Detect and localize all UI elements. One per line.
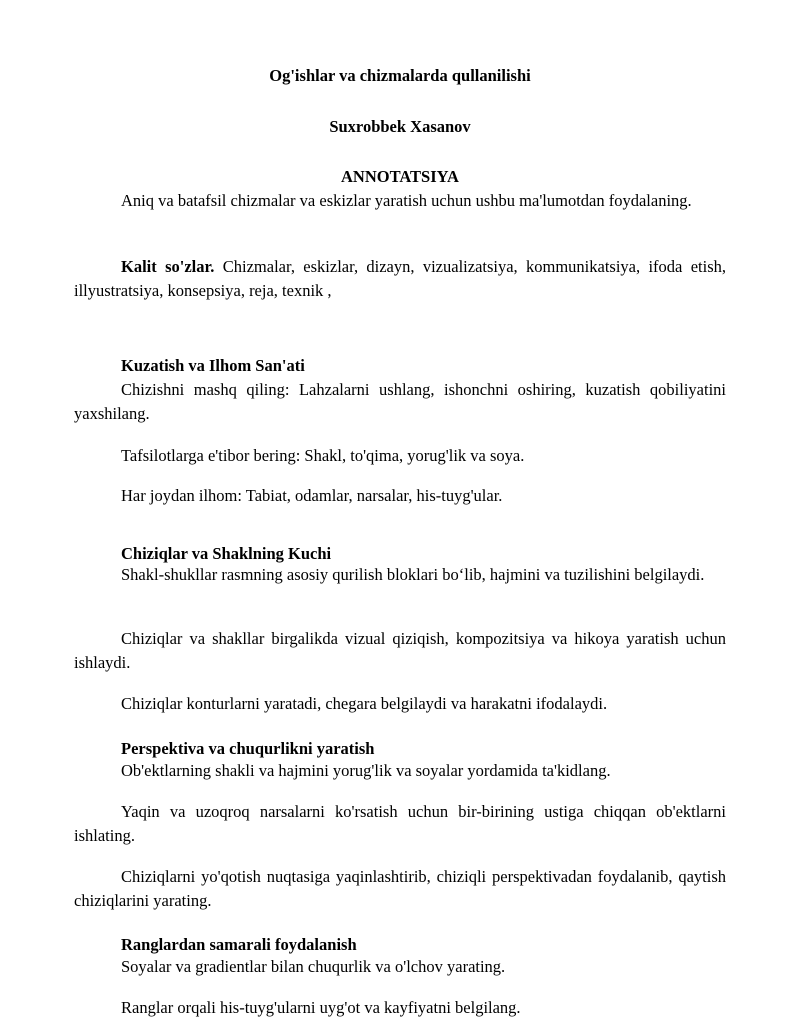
annotation-paragraph: Aniq va batafsil chizmalar va eskizlar yaratish uchun ushbu ma'lumotdan foydalaning. <box>121 191 692 210</box>
keywords-label: Kalit so'zlar. <box>121 257 215 276</box>
section-paragraph: Chiziqlar va shakllar birgalikda vizual qiziqish, kompozitsiya va hikoya yaratish uchun ishlaydi. <box>74 629 726 672</box>
section-heading: Kuzatish va Ilhom San'ati <box>121 356 305 375</box>
keywords-text: Chizmalar, eskizlar, dizayn, vizualizatsiya, kommunikatsiya, ifoda etish, illyustratsiya, konsepsiya, reja, texnik , <box>74 257 726 300</box>
section-heading: Chiziqlar va Shaklning Kuchi <box>121 544 332 563</box>
section-paragraph: Soyalar va gradientlar bilan chuqurlik va o'lchov yarating. <box>121 957 506 976</box>
section-paragraph: Har joydan ilhom: Tabiat, odamlar, narsalar, his-tuyg'ular. <box>121 486 503 505</box>
section-paragraph: Ob'ektlarning shakli va hajmini yorug'lik va soyalar yordamida ta'kidlang. <box>121 761 611 780</box>
section-paragraph: Tafsilotlarga e'tibor bering: Shakl, to'qima, yorug'lik va soya. <box>121 446 525 465</box>
section-paragraph: Chiziqlarni yo'qotish nuqtasiga yaqinlashtirib, chiziqli perspektivadan foydalanib, qaytish chiziqlarini yarating. <box>74 867 726 910</box>
section-paragraph: Chiziqlar konturlarni yaratadi, chegara belgilaydi va harakatni ifodalaydi. <box>121 694 608 713</box>
document-author: Suxrobbek Xasanov <box>329 117 471 136</box>
section-heading: Ranglardan samarali foydalanish <box>121 935 357 954</box>
keywords-paragraph <box>74 255 726 303</box>
document-title: Og'ishlar va chizmalarda qullanilishi <box>269 66 531 85</box>
section-paragraph: Shakl-shukllar rasmning asosiy qurilish bloklari bo‘lib, hajmini va tuzilishini belgilaydi. <box>121 565 705 584</box>
annotation-heading: ANNOTATSIYA <box>341 167 459 186</box>
section-paragraph: Ranglar orqali his-tuyg'ularni uyg'ot va kayfiyatni belgilang. <box>121 998 521 1017</box>
section-paragraph: Chizishni mashq qiling: Lahzalarni ushlang, ishonchni oshiring, kuzatish qobiliyatini yaxshilang. <box>74 380 726 423</box>
section-heading: Perspektiva va chuqurlikni yaratish <box>121 739 375 758</box>
section-paragraph: Yaqin va uzoqroq narsalarni ko'rsatish uchun bir-birining ustiga chiqqan ob'ektlarni ishlating. <box>74 802 726 845</box>
